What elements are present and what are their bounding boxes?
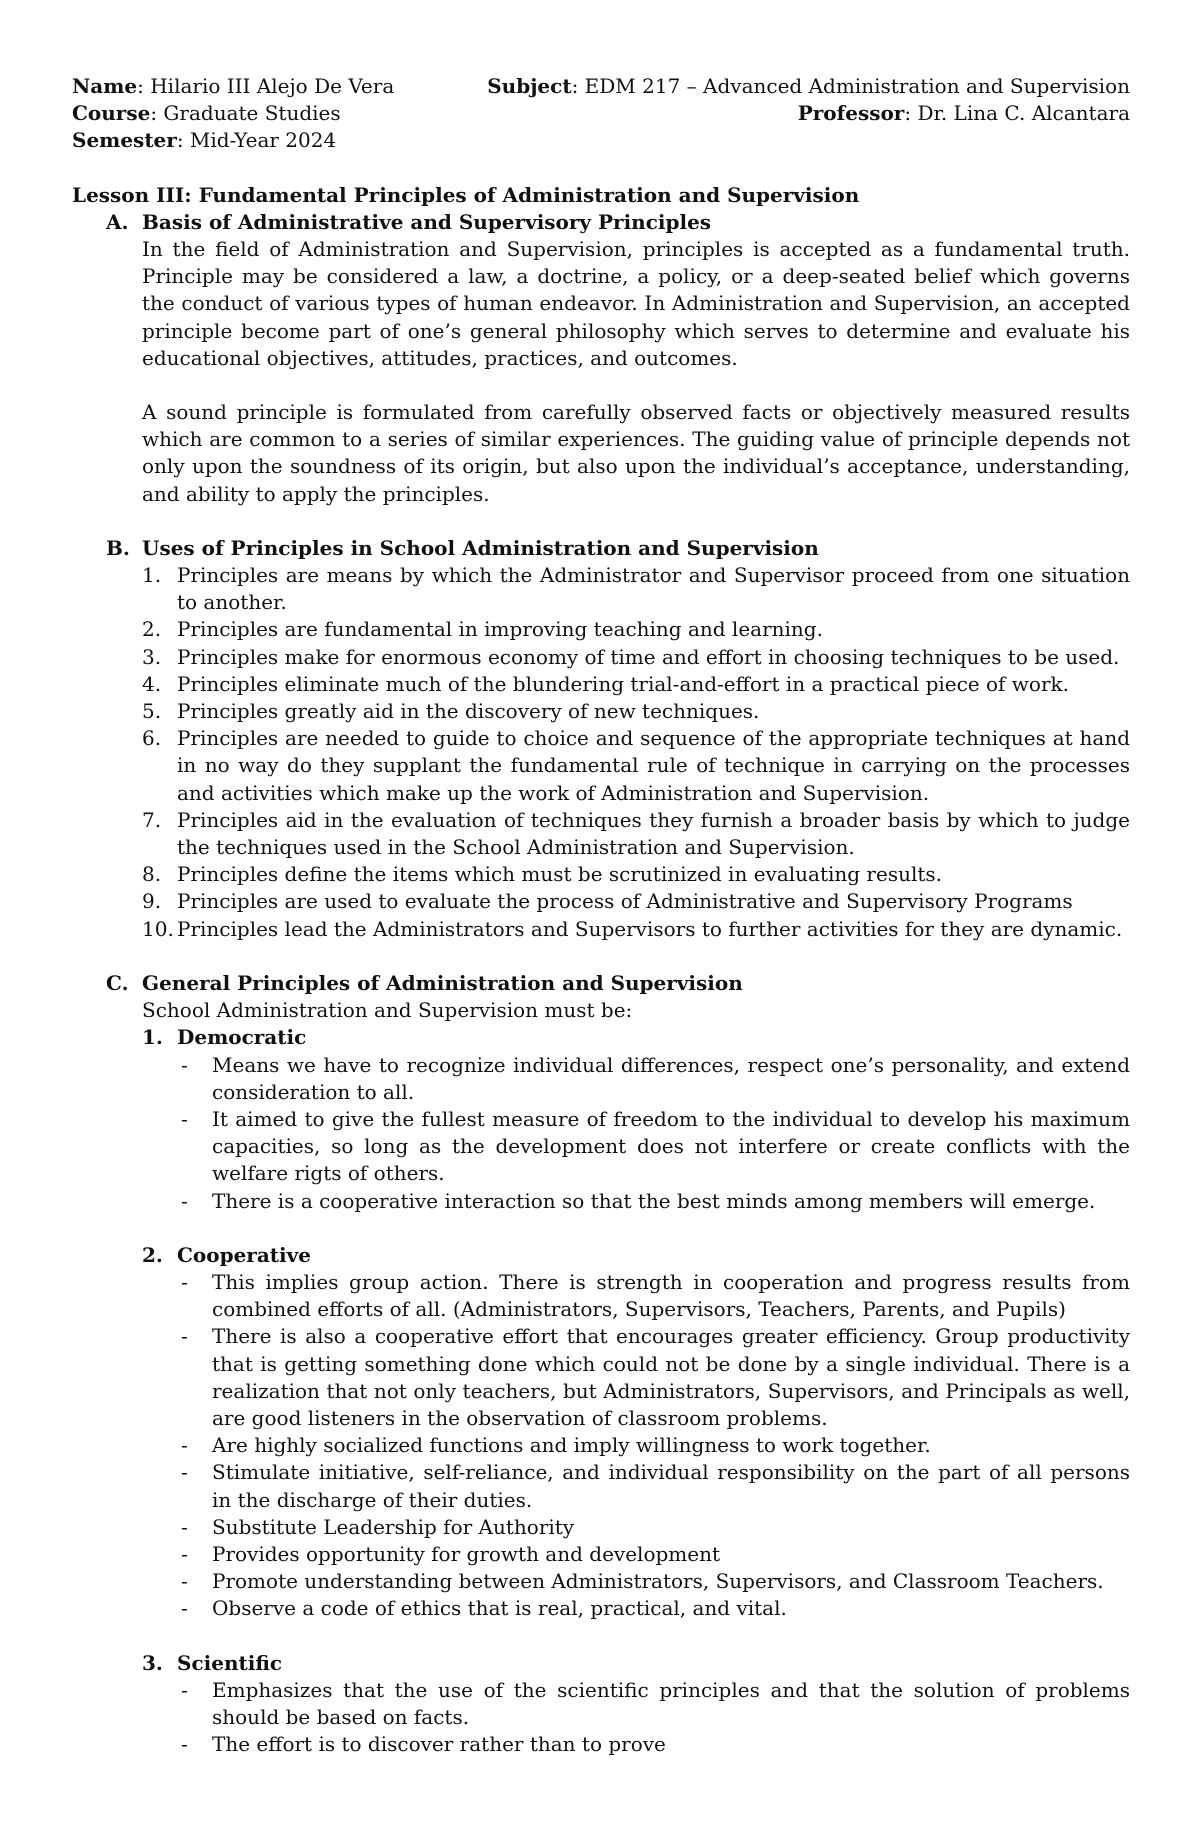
section-b-letter: B. [106, 535, 130, 560]
semester-line: Semester: Mid-Year 2024 [72, 128, 337, 153]
document-header [72, 73, 1130, 155]
list-item: - There is a cooperative interaction so that the best minds among members will emerge. [181, 1188, 1096, 1213]
list-item: 5. Principles greatly aid in the discovery of new techniques. [142, 699, 760, 724]
list-item: - Provides opportunity for growth and development [181, 1541, 721, 1566]
list-item: - This implies group action. There is strength in cooperation and progress results from combined efforts of all. (Administrators, Supervisors, Teachers, Parents, and Pupils) [181, 1269, 1130, 1322]
scientific-list [72, 1677, 1130, 1759]
list-item: 7. Principles aid in the evaluation of techniques they furnish a broader basis by which to judge the techniques used in the School Administration and Supervision. [142, 807, 1130, 860]
list-item: 3. Principles make for enormous economy of time and effort in choosing techniques to be used. [142, 644, 1120, 669]
document-page [72, 73, 1130, 1758]
list-item: - There is also a cooperative effort that encourages greater efficiency. Group productivity that is getting something done which could not be done by a single individual. There is a realization that not only teachers, but Administrators, Supervisors, and Principals as well, are good listeners in the observation of classroom problems. [181, 1324, 1130, 1430]
list-item: - Means we have to recognize individual differences, respect one’s personality, and extend consideration to all. [181, 1052, 1130, 1104]
section-b-heading [72, 535, 1130, 562]
list-item: - Substitute Leadership for Authority [181, 1514, 575, 1539]
list-item: - It aimed to give the fullest measure of freedom to the individual to develop his maximum capacities, so long as the development does not interfere or create conflicts with the welfare rigts of others. [181, 1106, 1130, 1186]
list-item: 4. Principles eliminate much of the blundering trial-and-effort in a practical piece of work. [142, 671, 1069, 696]
list-item: 1. Principles are means by which the Administrator and Supervisor proceed from one situation to another. [142, 563, 1130, 615]
list-item: - Promote understanding between Administrators, Supervisors, and Classroom Teachers. [181, 1569, 1104, 1594]
student-info [72, 73, 394, 155]
uses-list [72, 562, 1130, 943]
name-line: Name: Hilario III Alejo De Vera [72, 74, 395, 98]
section-a-paragraph-2: A sound principle is formulated from carefully observed facts or objectively measured results which are common to a series of similar experiences. The guiding value of principle depends not only upon the soundness of its origin, but also upon the individual’s acceptance, understanding, and ability to apply the principles. [142, 400, 1130, 506]
subject-line: Subject: EDM 217 – Advanced Administration and Supervision [487, 74, 1130, 98]
section-a-paragraph-1: In the field of Administration and Supervision, principles is accepted as a fundamental truth. Principle may be considered a law, a doctrine, a policy, or a deep-seated belief which governs the conduct of various types of human endeavor. In Administration and Supervision, an accepted principle become part of one’s general philosophy which serves to determine and evaluate his educational objectives, attitudes, practices, and outcomes. [142, 237, 1130, 370]
list-item: - Are highly socialized functions and imply willingness to work together. [181, 1433, 931, 1458]
list-item: 8. Principles define the items which must be scrutinized in evaluating results. [142, 862, 943, 887]
list-item: - Observe a code of ethics that is real, practical, and vital. [181, 1596, 787, 1621]
section-c-title: General Principles of Administration and Supervision [142, 970, 743, 995]
section-a-letter: A. [106, 209, 129, 234]
cooperative-list [72, 1269, 1130, 1623]
subsection-scientific-heading: 3. Scientific [142, 1650, 283, 1675]
section-a-body [72, 236, 1130, 508]
democratic-list [72, 1052, 1130, 1215]
subsection-democratic-heading: 1. Democratic [142, 1025, 307, 1050]
section-a-title: Basis of Administrative and Supervisory Principles [142, 209, 712, 234]
section-a-heading [72, 209, 1130, 236]
list-item: - Stimulate initiative, self-reliance, and individual responsibility on the part of all persons in the discharge of their duties. [181, 1460, 1130, 1512]
list-item: 9. Principles are used to evaluate the process of Administrative and Supervisory Programs [142, 889, 1073, 914]
course-line: Course: Graduate Studies [72, 101, 341, 126]
section-c-heading [72, 970, 1130, 997]
subsection-cooperative-heading: 2. Cooperative [142, 1242, 311, 1267]
section-b-title: Uses of Principles in School Administration and Supervision [142, 535, 819, 560]
list-item: 10. Principles lead the Administrators and Supervisors to further activities for they are dynamic. [142, 916, 1123, 941]
list-item: - Emphasizes that the use of the scientific principles and that the solution of problems should be based on facts. [181, 1677, 1130, 1729]
section-c-intro: School Administration and Supervision must be: [142, 998, 633, 1023]
subject-info [487, 73, 1130, 155]
section-c-letter: C. [106, 970, 129, 995]
list-item: 2. Principles are fundamental in improving teaching and learning. [142, 617, 823, 642]
list-item: 6. Principles are needed to guide to choice and sequence of the appropriate techniques at hand in no way do they supplant the fundamental rule of technique in carrying on the processes and activities which make up the work of Administration and Supervision. [142, 726, 1130, 805]
lesson-title: Lesson III: Fundamental Principles of Administration and Supervision [72, 182, 860, 207]
professor-line: Professor: Dr. Lina C. Alcantara [797, 101, 1130, 126]
list-item: - The effort is to discover rather than to prove [181, 1732, 666, 1757]
